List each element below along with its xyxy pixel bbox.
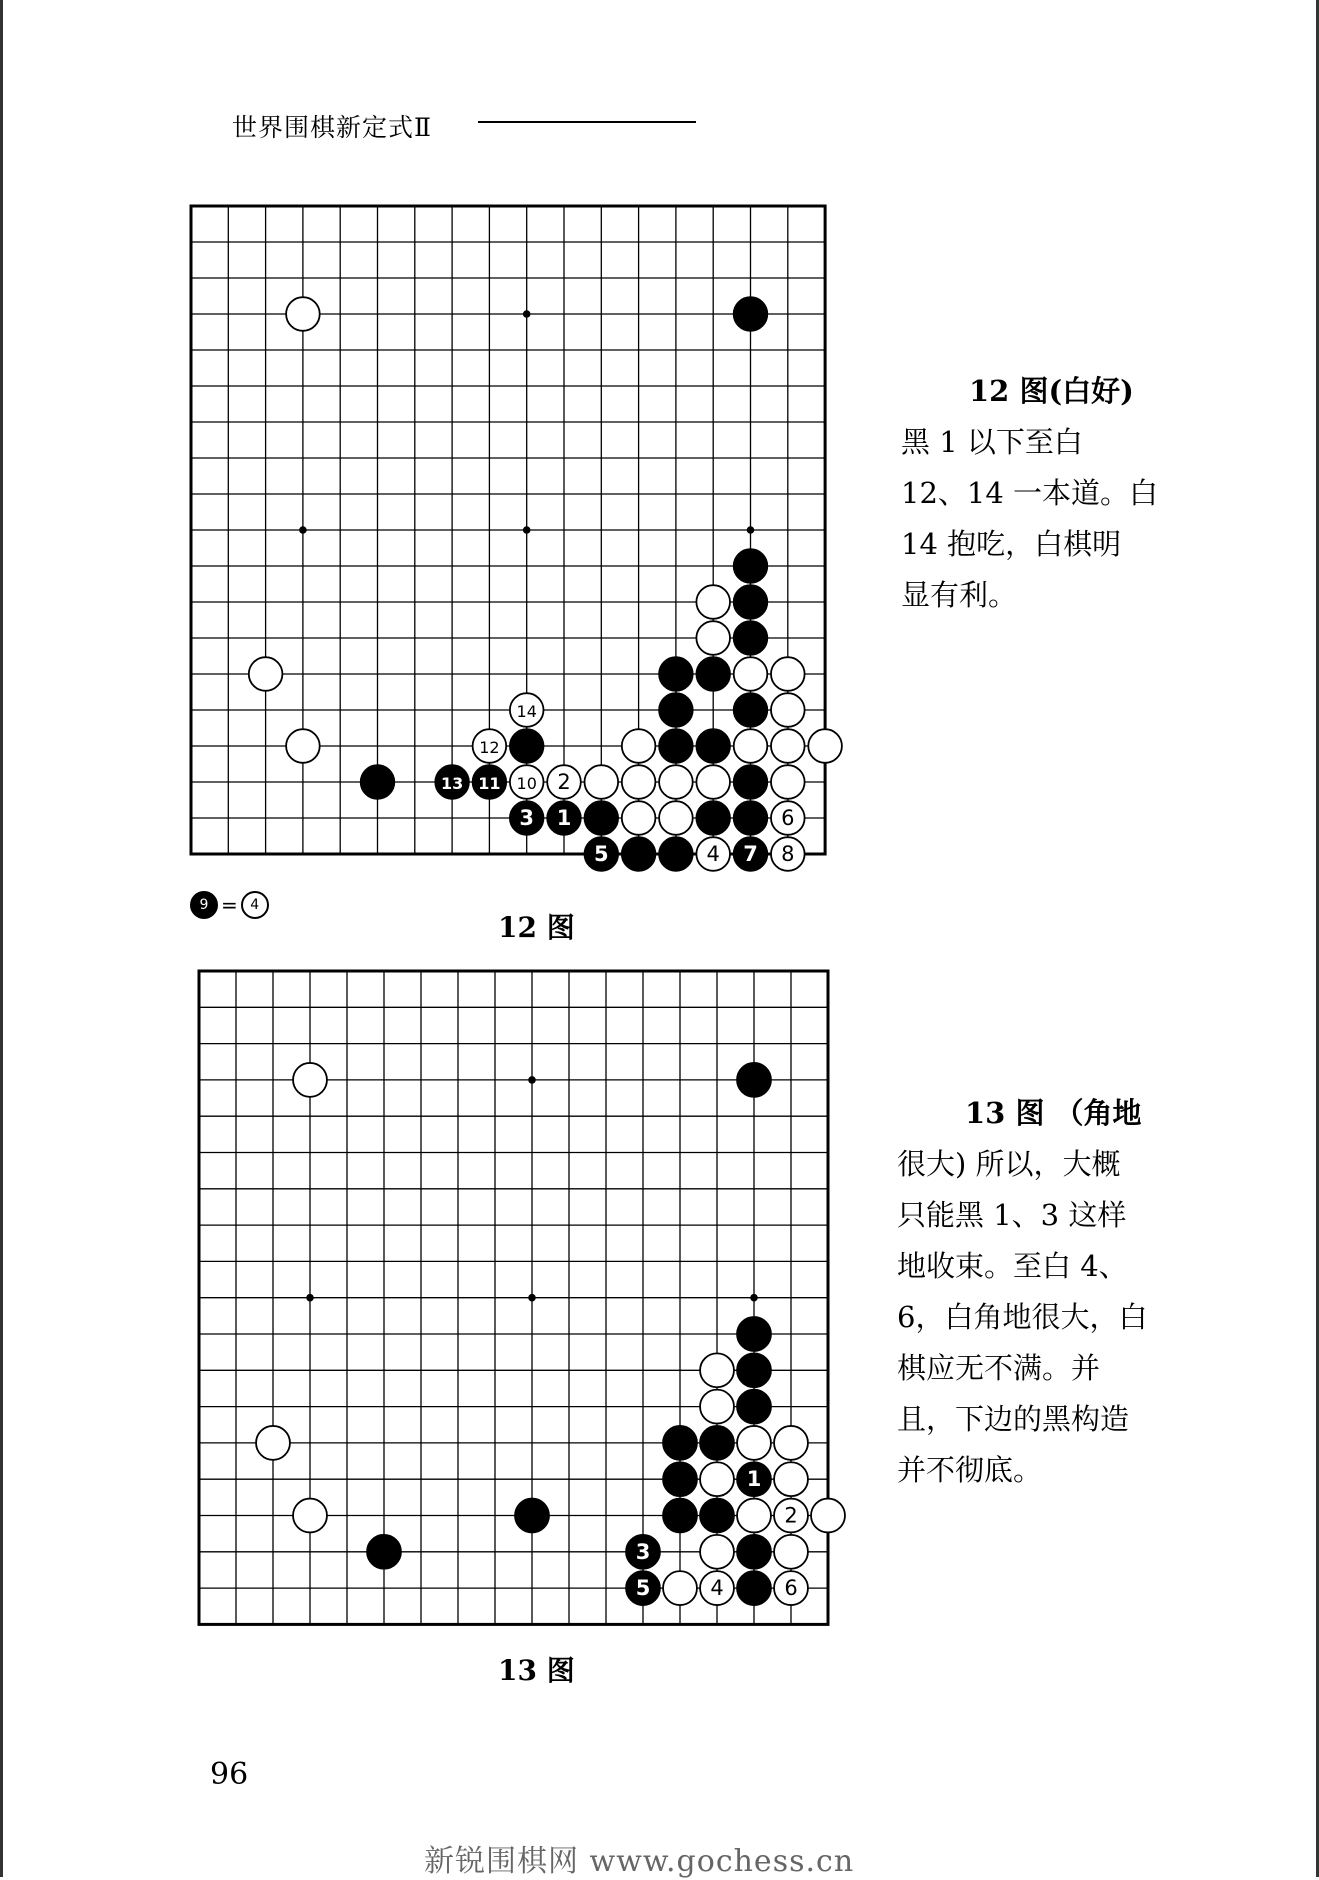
diagram-12-line-4: 显有利。 [901,578,1018,612]
diagram-13-caption: 13 图 [498,1654,575,1687]
white-stone [700,1353,734,1387]
move-number: 10 [516,774,537,793]
move-number: 3 [635,1539,651,1564]
black-stone [737,1063,771,1097]
diagram-13-line-3: 地收束。至白 4、 [897,1249,1128,1283]
white-stone [256,1426,290,1460]
black-stone [737,1390,771,1424]
white-stone-marker: 4 [241,891,269,919]
black-stone [737,1353,771,1387]
move-number: 2 [784,1503,798,1528]
move-number: 1 [746,1467,762,1492]
diagram-13-line-5: 棋应无不满。并 [897,1351,1101,1385]
move-number: 8 [781,842,795,866]
move-number: 3 [519,806,535,830]
move-number: 2 [557,770,571,794]
diagram-12-line-1: 黑 1 以下至白 [901,425,1083,459]
move-number: 14 [516,702,537,721]
move-number: 7 [743,842,758,866]
black-stone [700,1426,734,1460]
diagram-13-line-7: 并不彻底。 [897,1453,1043,1487]
star-point [306,1294,314,1302]
diagram-12-line-3: 14 抱吃，白棋明 [901,527,1122,561]
white-stone [811,1499,845,1533]
move-number: 4 [706,842,720,866]
equals-sign: = [221,893,238,917]
black-stone-marker: 9 [190,891,218,919]
black-stone [700,1499,734,1533]
page-number: 96 [210,1757,249,1792]
black-stone [515,1499,549,1533]
white-stone [774,1462,808,1496]
diagram-13-line-6: 且，下边的黑构造 [897,1402,1130,1436]
black-stone [737,1317,771,1351]
move-number: 11 [478,774,501,793]
white-stone [700,1390,734,1424]
white-stone [293,1499,327,1533]
diagram-13-title: 13 图 （角地 [965,1096,1142,1130]
move-number: 1 [556,806,572,830]
diagram-13-line-1: 很大) 所以，大概 [897,1147,1121,1181]
white-stone [700,1462,734,1496]
diagram-12-caption: 12 图 [498,911,575,944]
white-stone [737,1426,771,1460]
move-number: 5 [593,842,609,866]
black-stone [737,1571,771,1605]
site-watermark: 新锐围棋网 www.gochess.cn [424,1844,855,1879]
star-point [528,1076,536,1084]
black-stone [737,1535,771,1569]
diagram-13-line-2: 只能黑 1、3 这样 [897,1198,1127,1232]
black-stone [663,1499,697,1533]
black-stone [663,1462,697,1496]
running-title: 世界围棋新定式Ⅱ [232,113,432,142]
diagram-13-commentary [897,1088,1147,1496]
star-point [750,1294,758,1302]
move-number: 5 [635,1576,651,1601]
move-number: 6 [781,806,795,830]
black-stone [367,1535,401,1569]
white-stone [663,1571,697,1605]
white-stone [774,1535,808,1569]
move-number: 12 [479,738,500,757]
white-stone [700,1535,734,1569]
star-point [528,1294,536,1302]
diagram-12-line-2: 12、14 一本道。白 [901,476,1159,510]
white-stone [774,1426,808,1460]
black-stone [663,1426,697,1460]
white-stone [737,1499,771,1533]
move-number: 13 [440,774,464,793]
white-stone [293,1063,327,1097]
diagram-12-title: 12 图(白好) [969,374,1134,408]
move-number: 4 [710,1576,724,1601]
diagram-13-line-4: 6，白角地很大，白 [897,1300,1148,1334]
move-number: 6 [784,1576,798,1601]
